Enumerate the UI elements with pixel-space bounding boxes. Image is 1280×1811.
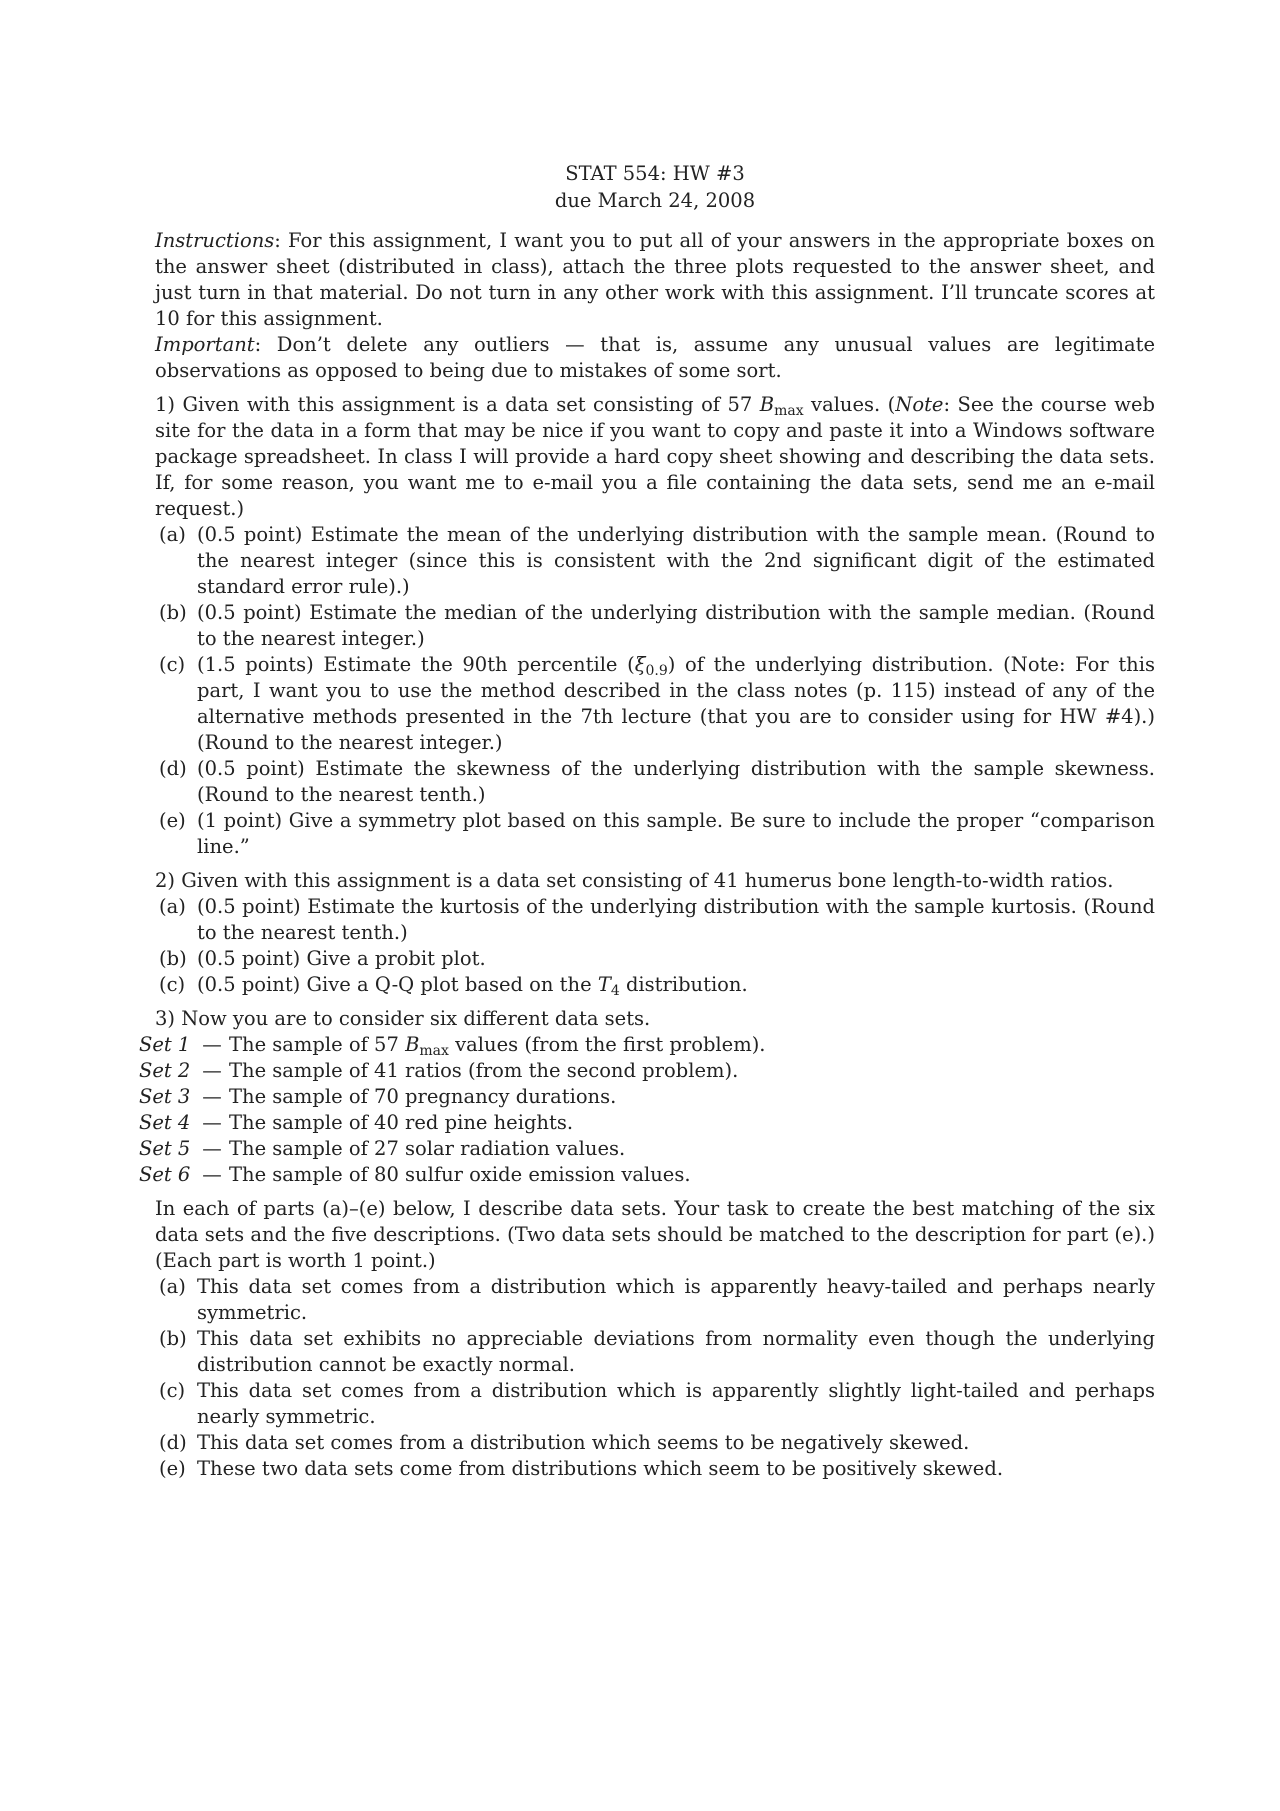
p3-part-b-text: This data set exhibits no appreciable deviations from normality even though the underlying distribution cannot be exactly normal. <box>197 1327 1155 1376</box>
problem-2-parts <box>155 894 1155 998</box>
p2-part-a <box>155 894 1155 946</box>
document-title: STAT 554: HW #3 <box>565 162 745 185</box>
p2-part-c-label: (c) <box>159 973 186 996</box>
xi-sub: 0.9 <box>645 663 668 679</box>
due-date: due March 24, 2008 <box>554 189 756 212</box>
set-desc: The sample of 70 pregnancy durations. <box>229 1085 617 1108</box>
p3-part-a-text: This data set comes from a distribution which is apparently heavy-tailed and perhaps nearly symmetric. <box>197 1275 1155 1324</box>
p3-part-d <box>155 1430 1155 1456</box>
p2-part-b-text: (0.5 point) Give a probit plot. <box>197 947 486 970</box>
data-set-row <box>139 1032 1155 1058</box>
p1-part-a-text: (0.5 point) Estimate the mean of the underlying distribution with the sample mean. (Round to the nearest integer (since this is consistent with the 2nd significant digit of the estimated standard error rule).) <box>197 523 1155 598</box>
set-1-var-sub: max <box>419 1043 449 1059</box>
p3-part-c-text: This data set comes from a distribution which is apparently slightly light-tailed and perhaps nearly symmetric. <box>197 1379 1155 1428</box>
t-dist-symbol: T <box>597 973 611 996</box>
p1-part-e <box>155 808 1155 860</box>
set-1-var: B <box>405 1033 420 1056</box>
set-desc: The sample of 80 sulfur oxide emission values. <box>229 1163 691 1186</box>
set-desc <box>229 1032 766 1058</box>
p1-intro-text-3: : See the course web site for the data in a form that may be nice if you want to copy and paste it into a Windows software package spreadsheet. In class I will provide a hard copy sheet showing and describing the data sets. If, for some reason, you want me to e-mail you a file containing the data sets, send me an e-mail request.) <box>155 393 1155 520</box>
xi-symbol: ξ <box>634 653 646 676</box>
instructions-paragraph <box>155 228 1155 332</box>
problem-1-parts <box>155 522 1155 860</box>
p2-part-c-text: (0.5 point) Give a Q-Q plot based on the <box>197 973 598 996</box>
p3-part-d-label: (d) <box>159 1431 187 1454</box>
set-label: Set 6 <box>139 1163 191 1186</box>
p2-part-a-label: (a) <box>159 895 186 918</box>
set-label: Set 2 <box>139 1059 191 1082</box>
p1-part-a <box>155 522 1155 600</box>
p1-part-c-label: (c) <box>159 653 186 676</box>
set-dash: — <box>202 1085 222 1108</box>
set-desc: The sample of 41 ratios (from the second problem). <box>229 1059 739 1082</box>
p3-part-e <box>155 1456 1155 1482</box>
p3-part-c <box>155 1378 1155 1430</box>
problem-1-intro <box>155 392 1155 522</box>
p3-part-e-text: These two data sets come from distributions which seem to be positively skewed. <box>197 1457 1004 1480</box>
p3-part-a-label: (a) <box>159 1275 186 1298</box>
p1-var: B <box>759 393 775 416</box>
important-paragraph <box>155 332 1155 384</box>
p1-part-c <box>155 652 1155 756</box>
data-set-row <box>139 1162 1155 1188</box>
p1-part-d <box>155 756 1155 808</box>
p1-part-b-label: (b) <box>159 601 187 624</box>
important-text: : Don’t delete any outliers — that is, assume any unusual values are legitimate observations as opposed to being due to mistakes of some sort. <box>155 333 1155 382</box>
p3-part-b <box>155 1326 1155 1378</box>
p2-part-a-text: (0.5 point) Estimate the kurtosis of the underlying distribution with the sample kurtosis. (Round to the nearest tenth.) <box>197 895 1155 944</box>
p1-intro-text: 1) Given with this assignment is a data set consisting of 57 <box>155 393 760 416</box>
p2-part-b <box>155 946 1155 972</box>
p3-part-c-label: (c) <box>159 1379 186 1402</box>
problem-3-task: In each of parts (a)–(e) below, I describe data sets. Your task to create the best matching of the six data sets and the five descriptions. (Two data sets should be matched to the description for part (e).) (Each part is worth 1 point.) <box>155 1197 1155 1272</box>
p1-part-e-label: (e) <box>159 809 186 832</box>
set-dash: — <box>202 1059 222 1082</box>
set-desc: The sample of 27 solar radiation values. <box>229 1137 626 1160</box>
p3-part-a <box>155 1274 1155 1326</box>
data-set-row <box>139 1110 1155 1136</box>
set-1-text: The sample of 57 <box>229 1033 406 1056</box>
set-label: Set 3 <box>139 1085 191 1108</box>
set-label: Set 1 <box>139 1033 191 1056</box>
data-set-row <box>139 1058 1155 1084</box>
problem-2-intro: 2) Given with this assignment is a data set consisting of 41 humerus bone length-to-width ratios. <box>155 869 1114 892</box>
important-label: Important <box>155 333 255 356</box>
set-label: Set 4 <box>139 1111 191 1134</box>
p1-part-d-text: (0.5 point) Estimate the skewness of the underlying distribution with the sample skewness. (Round to the nearest tenth.) <box>197 757 1155 806</box>
set-1-text-2: values (from the first problem). <box>448 1033 766 1056</box>
set-dash: — <box>202 1111 222 1134</box>
set-desc: The sample of 40 red pine heights. <box>229 1111 574 1134</box>
instructions-text: : For this assignment, I want you to put all of your answers in the appropriate boxes on the answer sheet (distributed in class), attach the three plots requested to the answer sheet, and just turn in that material. Do not turn in any other work with this assignment. I’ll truncate scores at 10 for this assignment. <box>155 229 1155 330</box>
p2-part-c <box>155 972 1155 998</box>
p1-part-b-text: (0.5 point) Estimate the median of the underlying distribution with the sample median. (Round to the nearest integer.) <box>197 601 1155 650</box>
p1-intro-text-2: values. ( <box>803 393 896 416</box>
set-dash: — <box>202 1033 222 1056</box>
data-set-row <box>139 1084 1155 1110</box>
problem-3-intro: 3) Now you are to consider six different data sets. <box>155 1007 651 1030</box>
p1-part-e-text: (1 point) Give a symmetry plot based on this sample. Be sure to include the proper “comparison line.” <box>197 809 1155 858</box>
p3-part-e-label: (e) <box>159 1457 186 1480</box>
p1-var-sub: max <box>774 403 804 419</box>
set-label: Set 5 <box>139 1137 191 1160</box>
t-dist-sub: 4 <box>610 983 620 999</box>
data-set-row <box>139 1136 1155 1162</box>
p1-part-b <box>155 600 1155 652</box>
p1-part-c-text-2: ) of the underlying distribution. (Note: For this part, I want you to use the method described in the class notes (p. 115) instead of any of the alternative methods presented in the 7th lecture (that you are to consider using for HW #4).) (Round to the nearest integer.) <box>197 653 1155 754</box>
document-header <box>155 160 1155 214</box>
p3-part-d-text: This data set comes from a distribution which seems to be negatively skewed. <box>197 1431 970 1454</box>
p1-part-a-label: (a) <box>159 523 186 546</box>
problem-3-parts <box>155 1274 1155 1482</box>
p2-part-c-text-2: distribution. <box>619 973 748 996</box>
set-dash: — <box>202 1163 222 1186</box>
p1-part-d-label: (d) <box>159 757 187 780</box>
set-dash: — <box>202 1137 222 1160</box>
p1-part-c-text: (1.5 points) Estimate the 90th percentile ( <box>197 653 635 676</box>
instructions-label: Instructions <box>155 229 275 252</box>
data-set-list <box>139 1032 1155 1188</box>
p3-part-b-label: (b) <box>159 1327 187 1350</box>
document-body <box>139 160 1155 1482</box>
p2-part-b-label: (b) <box>159 947 187 970</box>
note-label: Note <box>895 393 944 416</box>
